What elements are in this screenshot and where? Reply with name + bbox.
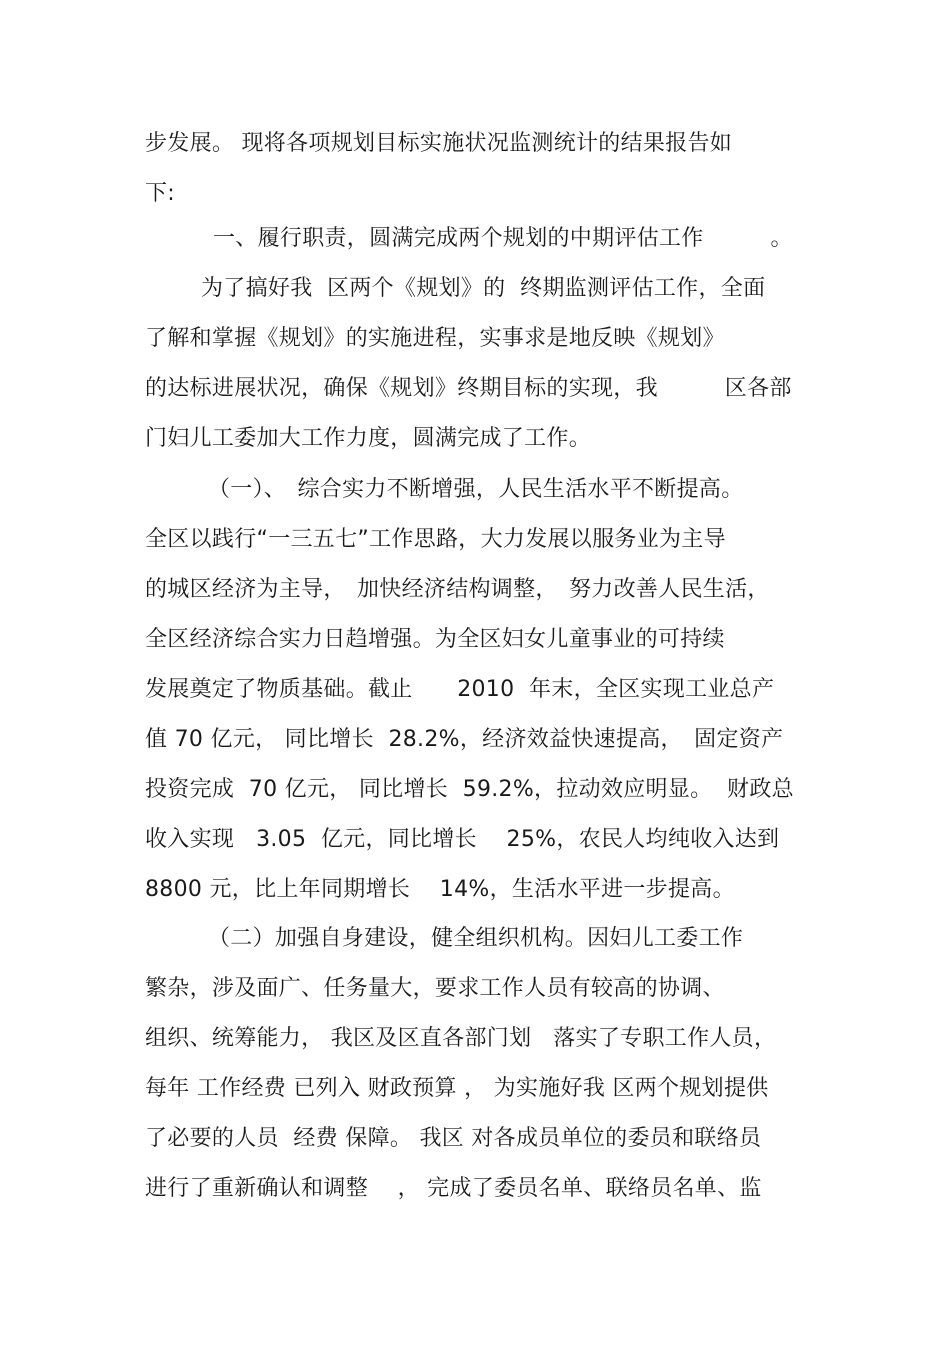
text-line: 繁杂，涉及面广、任务量大，要求工作人员有较高的协调、 — [145, 976, 725, 1001]
text-line: 值 70 亿元， 同比增长 28.2%，经济效益快速提高， 固定资产 — [145, 727, 784, 752]
text-line: 了必要的人员 经费 保障。 我区 对各成员单位的委员和联络员 — [145, 1126, 762, 1151]
subsection-heading: （二）加强自身建设，健全组织机构。因妇儿工委工作 — [208, 926, 744, 951]
text-line: 8800 元，比上年同期增长 14%，生活水平进一步提高。 — [145, 877, 735, 902]
text-line: 门妇儿工委加大工作力度，圆满完成了工作。 — [145, 426, 592, 451]
text-line: 的达标进展状况，确保《规划》终期目标的实现，我 区各部 — [145, 376, 792, 401]
text-line: 进行了重新确认和调整 ， 完成了委员名单、联络员名单、监 — [145, 1176, 762, 1201]
text-line: 了解和掌握《规划》的实施进程，实事求是地反映《规划》 — [145, 326, 725, 351]
text-line: 步发展。 现将各项规划目标实施状况监测统计的结果报告如 — [145, 131, 733, 156]
text-line: 发展奠定了物质基础。截止 2010 年末，全区实现工业总产 — [145, 677, 775, 702]
section-heading: 一、履行职责，圆满完成两个规划的中期评估工作 。 — [213, 226, 793, 251]
subsection-heading: （一）、 综合实力不断增强，人民生活水平不断提高。 — [208, 477, 744, 502]
text-line: 的城区经济为主导， 加快经济结构调整， 努力改善人民生活， — [145, 577, 770, 602]
text-line: 每年 工作经费 已列入 财政预算 ， 为实施好我 区两个规划提供 — [145, 1076, 769, 1101]
text-line: 下: — [145, 181, 176, 206]
text-line: 全区以践行“一三五七”工作思路，大力发展以服务业为主导 — [145, 527, 726, 552]
text-line: 组织、统筹能力， 我区及区直各部门划 落实了专职工作人员， — [145, 1026, 777, 1051]
text-line: 投资完成 70 亿元， 同比增长 59.2%，拉动效应明显。 财政总 — [145, 777, 794, 802]
paragraph-first-line: 为了搞好我 区两个《规划》的 终期监测评估工作，全面 — [201, 276, 766, 301]
text-line: 收入实现 3.05 亿元，同比增长 25%，农民人均纯收入达到 — [145, 827, 780, 852]
text-line: 全区经济综合实力日趋增强。为全区妇女儿童事业的可持续 — [145, 627, 725, 652]
